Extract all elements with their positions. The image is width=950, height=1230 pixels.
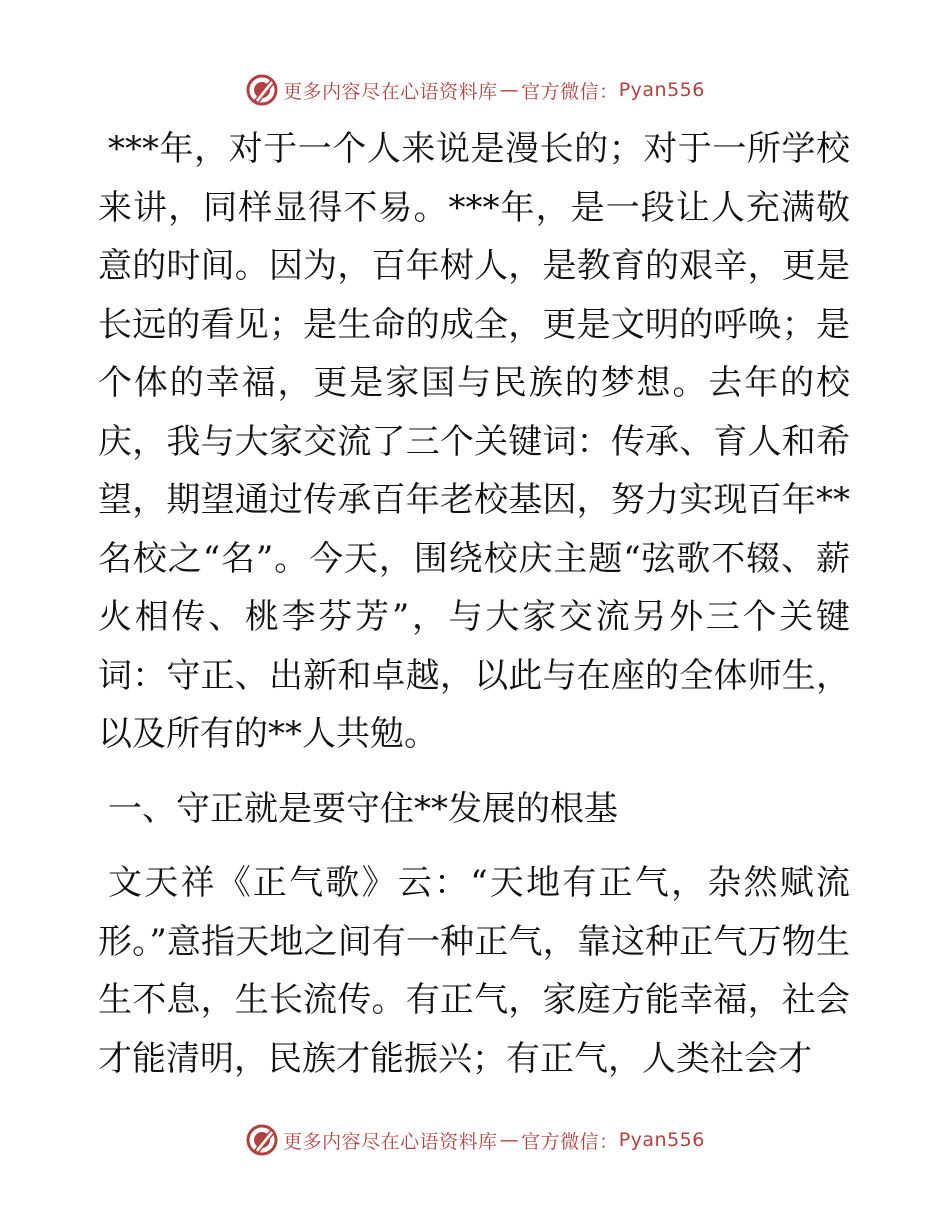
document-body: [98, 120, 850, 1088]
paragraph-section-1: 文天祥《正气歌》云：“天地有正气，杂然赋流形。”意指天地之间有一种正气，靠这种正气万物生生不息，生长流传。有正气，家庭方能幸福，社会才能清明，民族才能振兴；有正气，人类社会才: [98, 863, 850, 1079]
footer-watermark-banner: [0, 1120, 950, 1160]
pen-nib-logo-icon: [245, 73, 279, 107]
pen-nib-logo-icon: [245, 1123, 279, 1157]
banner-wechat-label: 官方微信：: [521, 80, 619, 103]
paragraph-intro: ***年，对于一个人来说是漫长的；对于一所学校来讲，同样显得不易。***年，是一段让人充满敬意的时间。因为，百年树人，是教育的艰辛，更是长远的看见；是生命的成全，更是文明的呼唤；是个体的幸福，更是家国与民族的梦想。去年的校庆，我与大家交流了三个关键词：传承、育人和希望，期望通过传承百年老校基因，努力实现百年**名校之“名”。今天，围绕校庆主题“弦歌不辍、薪火相传、桃李芬芳”，与大家交流另外三个关键词：守正、出新和卓越，以此与在座的全体师生，以及所有的**人共勉。: [98, 129, 850, 754]
banner-wechat-label: 官方微信：: [521, 1130, 619, 1153]
banner-wechat-id: Pyan556: [618, 1129, 705, 1151]
banner-text: 更多内容尽在心语资料库: [283, 1130, 498, 1153]
banner-separator: —: [499, 1129, 520, 1151]
header-watermark-banner: [0, 70, 950, 110]
section-heading-1: 一、守正就是要守住**发展的根基: [108, 788, 618, 829]
banner-separator: —: [499, 79, 520, 101]
banner-text: 更多内容尽在心语资料库: [283, 80, 498, 103]
banner-wechat-id: Pyan556: [618, 79, 705, 101]
